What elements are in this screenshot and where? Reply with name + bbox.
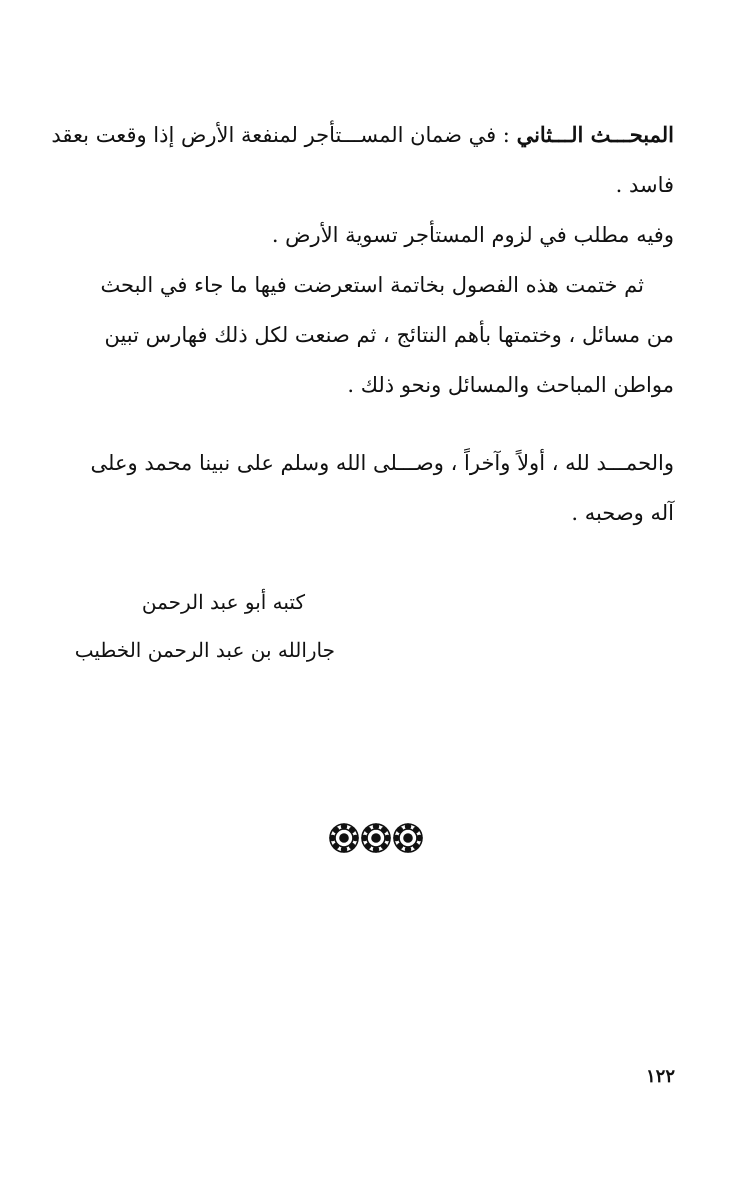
section-heading-continuation: فاسد . xyxy=(615,173,674,197)
section-description xyxy=(51,110,674,410)
page-number: ١٢٢ xyxy=(645,1066,675,1087)
conclusion-line-1: ثم ختمت هذه الفصول بخاتمة استعرضت فيها ما جاء في البحث xyxy=(100,273,644,297)
closing-praise xyxy=(80,438,674,538)
section-heading-line xyxy=(51,110,674,160)
signature-author: جارالله بن عبد الرحمن الخطيب xyxy=(74,638,335,662)
requirement-line: وفيه مطلب في لزوم المستأجر تسوية الأرض . xyxy=(271,223,674,247)
signature-written-by: كتبه أبو عبد الرحمن xyxy=(141,590,305,614)
signature-block xyxy=(75,578,335,674)
section-heading-text: : في ضمان المســـتأجر لمنفعة الأرض إذا وقعت بعقد xyxy=(51,123,517,147)
rosette-ornament-icon xyxy=(328,818,424,858)
section-heading-term: المبحـــث الـــثاني xyxy=(516,122,674,147)
closing-line-1: والحمـــد لله ، أولاً وآخراً ، وصـــلى الله وسلم على نبينا محمد وعلى xyxy=(90,451,674,475)
conclusion-line-3: مواطن المباحث والمسائل ونحو ذلك . xyxy=(347,373,674,397)
conclusion-line-2: من مسائل ، وختمتها بأهم النتائج ، ثم صنعت لكل ذلك فهارس تبين xyxy=(104,323,674,347)
closing-line-2: آله وصحبه . xyxy=(571,501,674,525)
